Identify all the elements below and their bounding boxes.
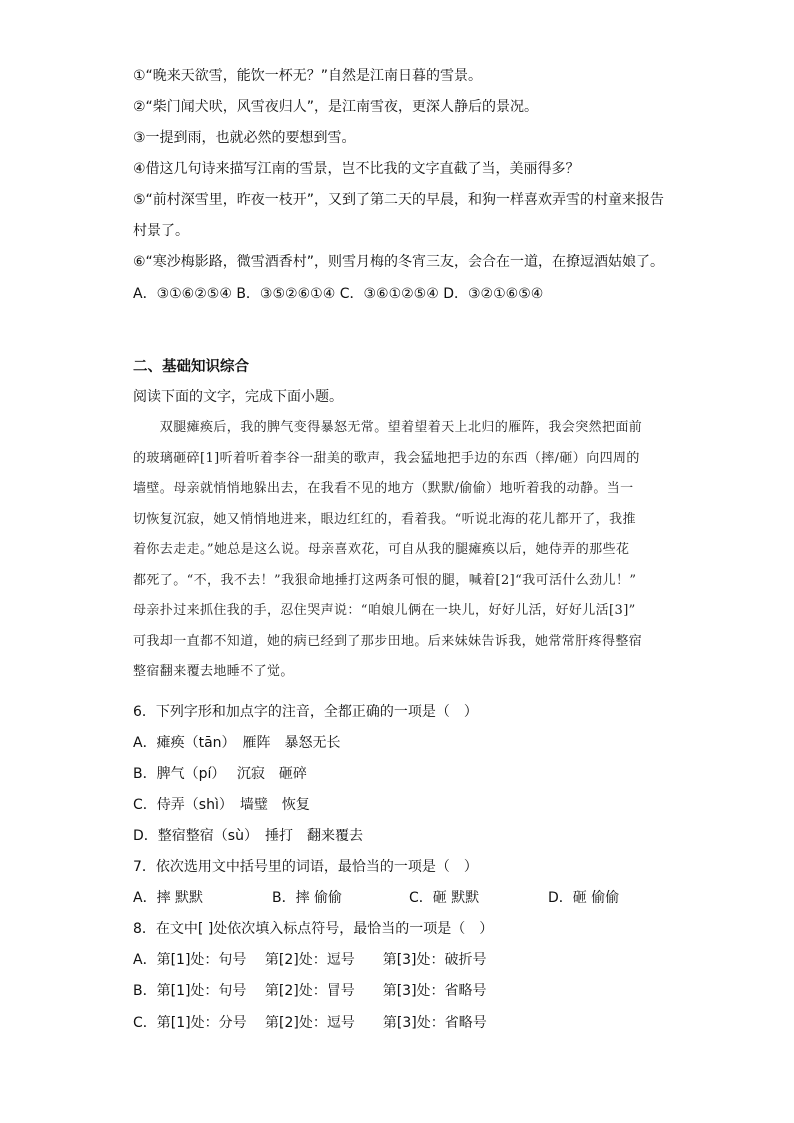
question-8-stem: 8．在文中[ ]处依次填入标点符号，最恰当的一项是（ ） (133, 921, 494, 937)
question-7-stem: 7．依次选用文中括号里的词语，最恰当的一项是（ ） (133, 859, 478, 875)
question-7-option-d: D．砸 偷偷 (548, 890, 620, 906)
passage-line: 着你去走走。”她总是这么说。母亲喜欢花，可自从我的腿瘫痪以后，她侍弄的那些花 (133, 542, 630, 557)
question-6-option-c: C．侍弄（shì） 墙璧 恢复 (133, 797, 310, 813)
reading-instruction: 阅读下面的文字，完成下面小题。 (133, 389, 343, 405)
sentence-4: ④借这几句诗来描写江南的雪景，岂不比我的文字直截了当，美丽得多？ (133, 161, 580, 177)
sentence-2: ②“柴门闻犬吠，风雪夜归人”，是江南雪夜，更深人静后的景况。 (133, 99, 539, 115)
reading-passage (133, 418, 663, 693)
question-8-option-c: C．第[1]处：分号 第[2]处：逗号 第[3]处：省略号 (133, 1015, 487, 1031)
section-title: 二、基础知识综合 (133, 359, 249, 375)
question-7-option-b: B．摔 偷偷 (272, 890, 343, 906)
passage-line: 的玻璃砸碎[1]听着听着李谷一甜美的歌声，我会猛地把手边的东西（摔/砸）向四周的 (133, 450, 640, 466)
question-6-option-b: B．脾气（pí） 沉寂 砸碎 (133, 766, 307, 782)
question-7-option-a: A．摔 默默 (133, 890, 204, 906)
question-8-option-b: B．第[1]处：句号 第[2]处：冒号 第[3]处：省略号 (133, 983, 487, 999)
sentence-3: ③一提到雨，也就必然的要想到雪。 (133, 130, 356, 146)
passage-line: 可我却一直都不知道，她的病已经到了那步田地。后来妹妹告诉我，她常常肝疼得整宿 (133, 633, 643, 649)
question-6-option-d: D．整宿整宿（sù） 捶打 翻来覆去 (133, 828, 363, 844)
passage-line: 都死了。“不，我不去！”我狠命地捶打这两条可恨的腿，喊着[2]“我可活什么劲儿！” (133, 572, 637, 588)
question-8-option-a: A．第[1]处：句号 第[2]处：逗号 第[3]处：破折号 (133, 952, 487, 968)
sentence-6: ⑥“寒沙梅影路，微雪酒香村”，则雪月梅的冬宵三友，会合在一道，在撩逗酒姑娘了。 (133, 254, 665, 270)
question-6-stem: 6．下列字形和加点字的注音，全都正确的一项是（ ） (133, 704, 478, 720)
order-question-options: A．③①⑥②⑤④ B．③⑤②⑥①④ C．③⑥①②⑤④ D．③②①⑥⑤④ (133, 286, 544, 302)
passage-line: 切恢复沉寂，她又悄悄地进来，眼边红红的，看着我。“听说北海的花儿都开了，我推 (133, 511, 636, 527)
question-6-option-a: A．瘫痪（tān） 雁阵 暴怒无长 (133, 735, 341, 751)
question-7-option-c: C．砸 默默 (409, 890, 480, 906)
passage-line: 整宿翻来覆去地睡不了觉。 (133, 664, 294, 679)
sentence-1: ①“晚来天欲雪，能饮一杯无？”自然是江南日暮的雪景。 (133, 68, 483, 84)
passage-line: 双腿瘫痪后，我的脾气变得暴怒无常。望着望着天上北归的雁阵，我会突然把面前 (133, 420, 643, 435)
sentence-5-cont: 村景了。 (133, 223, 189, 239)
question-7-options (133, 888, 663, 908)
passage-line: 墙壁。母亲就悄悄地躲出去，在我看不见的地方（默默/偷偷）地听着我的动静。当一 (133, 481, 634, 496)
passage-line: 母亲扑过来抓住我的手，忍住哭声说：“咱娘儿俩在一块儿，好好儿活，好好儿活[3]” (133, 603, 636, 618)
sentence-5: ⑤“前村深雪里，昨夜一枝开”，又到了第二天的早晨，和狗一样喜欢弄雪的村童来报告 (133, 192, 665, 208)
